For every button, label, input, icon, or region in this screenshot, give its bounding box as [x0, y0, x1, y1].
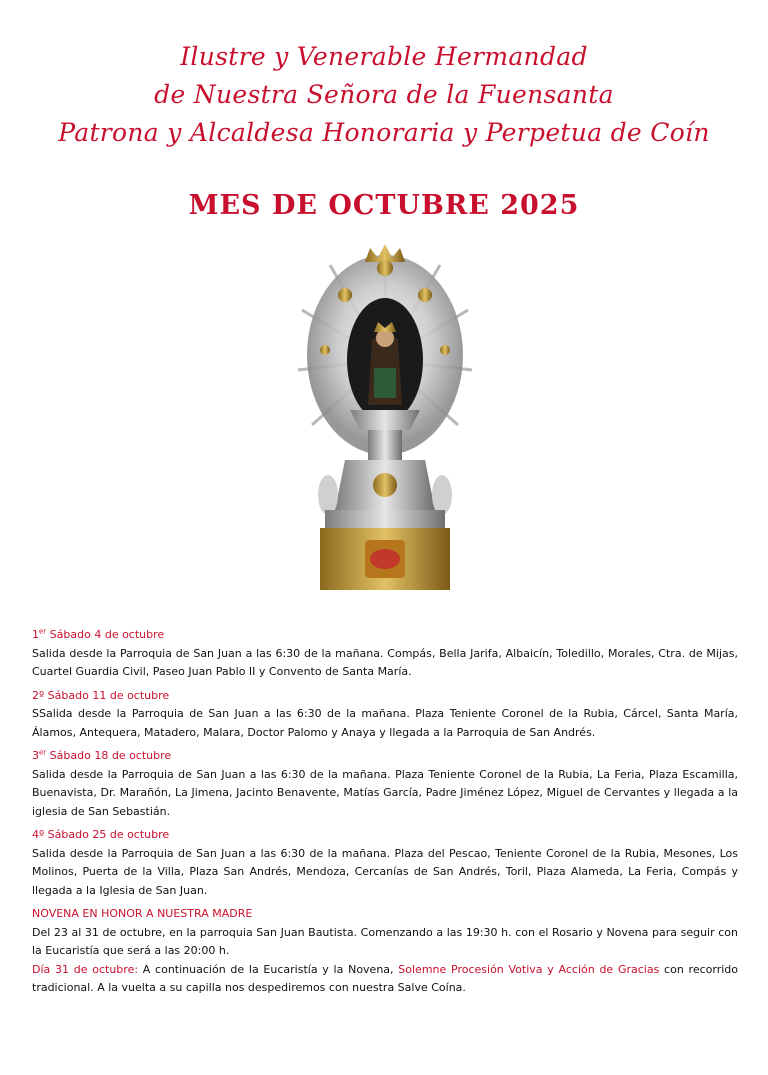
month-title: MES DE OCTUBRE 2025	[188, 190, 580, 221]
saturday-heading-3: 3er Sábado 18 de octubre	[32, 748, 172, 762]
novena-text: Del 23 al 31 de octubre, en la parroquia San Juan Bautista. Comenzando a las 19:30 h. con el Rosario y Novena para seguir con la Eucaristía que será a las 20:00 h.	[32, 925, 738, 957]
saturday-section-2	[32, 687, 738, 743]
novena-title: NOVENA EN HONOR A NUESTRA MADRE	[32, 907, 253, 920]
schedule-content	[32, 626, 738, 998]
brotherhood-dedication: de Nuestra Señora de la Fuensanta	[154, 80, 614, 109]
header-titles	[0, 38, 768, 152]
saturday-route-1: Salida desde la Parroquia de San Juan a las 6:30 de la mañana. Compás, Bella Jarifa, Albaicín, Toledillo, Morales, Ctra. de Mijas, Cuartel Guardia Civil, Paseo Juan Pablo II y Convento de Santa María.	[32, 646, 738, 678]
saturday-route-3: Salida desde la Parroquia de San Juan a las 6:30 de la mañana. Plaza Teniente Coronel de la Rubia, La Feria, Plaza Escamilla, Buenavista, Dr. Marañón, La Jimena, Jacinto Benavente, Matías García, Padre Jiménez López, Miguel de Cervantes y llegada a la iglesia de San Sebastián.	[32, 767, 738, 818]
day-31-paragraph: Día 31 de octubre: A continuación de la Eucaristía y la Novena, Solemne Procesión Votiva y Acción de Gracias con recorrido tradicional. A la vuelta a su capilla nos despediremos con nuestra Salve Coína.	[32, 962, 738, 994]
saturday-route-2: SSalida desde la Parroquia de San Juan a las 6:30 de la mañana. Plaza Teniente Coronel de la Rubia, Cárcel, Santa María, Álamos, Antequera, Matadero, Malara, Doctor Palomo y Anaya y llegada a la Parroquia de San Andrés.	[32, 707, 738, 739]
procession-highlight: Solemne Procesión Votiva y Acción de Gracias	[398, 962, 660, 976]
day-31-label: Día 31 de octubre:	[32, 962, 139, 976]
novena-section	[32, 905, 738, 998]
virgin-statue-image	[290, 240, 480, 600]
saturday-section-3	[32, 747, 738, 821]
saturday-heading-2: 2º Sábado 11 de octubre	[32, 688, 170, 702]
statue-illustration	[290, 240, 480, 600]
saturday-heading-4: 4º Sábado 25 de octubre	[32, 828, 170, 841]
brotherhood-name: Ilustre y Venerable Hermandad	[180, 42, 588, 71]
saturday-section-1	[32, 626, 738, 682]
patron-title: Patrona y Alcaldesa Honoraria y Perpetua de Coín	[58, 118, 710, 147]
saturday-route-4: Salida desde la Parroquia de San Juan a las 6:30 de la mañana. Plaza del Pescao, Teniente Coronel de la Rubia, Mesones, Los Molinos, Puerta de la Villa, Plaza San Andrés, Mendoza, Cercanías de San Andrés, Toril, Plaza Alameda, La Feria, Compás y llegada a la Iglesia de San Juan.	[32, 846, 738, 897]
saturday-heading-1: 1er Sábado 4 de octubre	[32, 627, 165, 641]
saturday-section-4	[32, 826, 738, 900]
